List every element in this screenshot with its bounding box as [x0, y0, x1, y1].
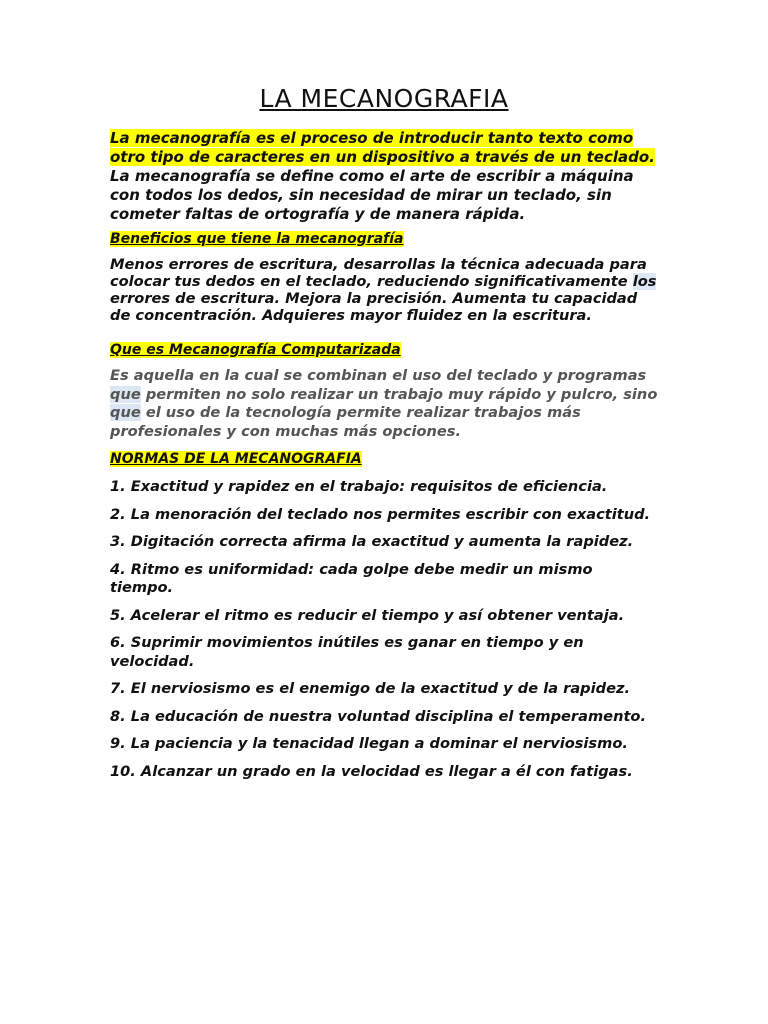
computerized-paragraph — [110, 367, 658, 441]
list-item: 10. Alcanzar un grado en la velocidad es llegar a él con fatigas. — [110, 762, 633, 780]
list-item: 7. El nerviosismo es el enemigo de la exactitud y de la rapidez. — [110, 680, 631, 697]
page-title: LA MECANOGRAFIA — [259, 84, 509, 113]
norms-heading — [110, 450, 658, 468]
computerized-heading-text: Que es Mecanografía Computarizada — [110, 342, 401, 358]
selected-word: que — [110, 404, 141, 421]
list-item: 3. Digitación correcta afirma la exactitud y aumenta la rapidez. — [110, 533, 634, 550]
intro-paragraph — [110, 129, 658, 224]
norms-heading-text: NORMAS DE LA MECANOGRAFIA — [110, 451, 362, 467]
selected-word: que — [110, 385, 141, 403]
benefits-heading-text: Beneficios que tiene la mecanografía — [110, 231, 404, 247]
list-item: 8. La educación de nuestra voluntad disciplina el temperamento. — [110, 707, 646, 725]
intro-text: La mecanografía se define como el arte de escribir a máquina con todos los dedos, sin necesidad de mirar un teclado, sin cometer faltas de ortografía y de manera rápida. — [110, 167, 634, 223]
list-item: 2. La menoración del teclado nos permites escribir con exactitud. — [110, 505, 651, 523]
list-item: 4. Ritmo es uniformidad: cada golpe debe medir un mismo tiempo. — [110, 560, 593, 596]
list-item: 6. Suprimir movimientos inútiles es ganar en tiempo y en velocidad. — [110, 634, 584, 670]
benefits-text-1: Menos errores de escritura, desarrollas la técnica adecuada para colocar tus dedos en el teclado, reduciendo significativamente — [110, 256, 647, 290]
intro-highlighted-text: La mecanografía es el proceso de introducir tanto texto como otro tipo de caracteres en un dispositivo a través de un teclado. — [110, 129, 655, 166]
benefits-text-2: errores de escritura. Mejora la precisión. Aumenta tu capacidad de concentración. Adquieres mayor fluidez en la escritura. — [110, 290, 638, 324]
benefits-heading — [110, 230, 658, 248]
list-item: 9. La paciencia y la tenacidad llegan a dominar el nerviosismo. — [110, 735, 628, 752]
computerized-heading — [110, 341, 658, 359]
computerized-text-1: Es aquella en la cual se combinan el uso del teclado y programas — [110, 367, 647, 384]
list-item: 1. Exactitud y rapidez en el trabajo: requisitos de eficiencia. — [110, 478, 608, 495]
selected-word: los — [632, 273, 657, 290]
benefits-paragraph — [110, 256, 658, 324]
norms-list — [110, 478, 658, 781]
computerized-text-3: el uso de la tecnología permite realizar trabajos más profesionales y con muchas más opciones. — [110, 404, 581, 440]
list-item: 5. Acelerar el ritmo es reducir el tiempo y así obtener ventaja. — [110, 606, 625, 624]
computerized-text-2: permiten no solo realizar un trabajo muy rápido y pulcro, sino — [140, 385, 658, 403]
